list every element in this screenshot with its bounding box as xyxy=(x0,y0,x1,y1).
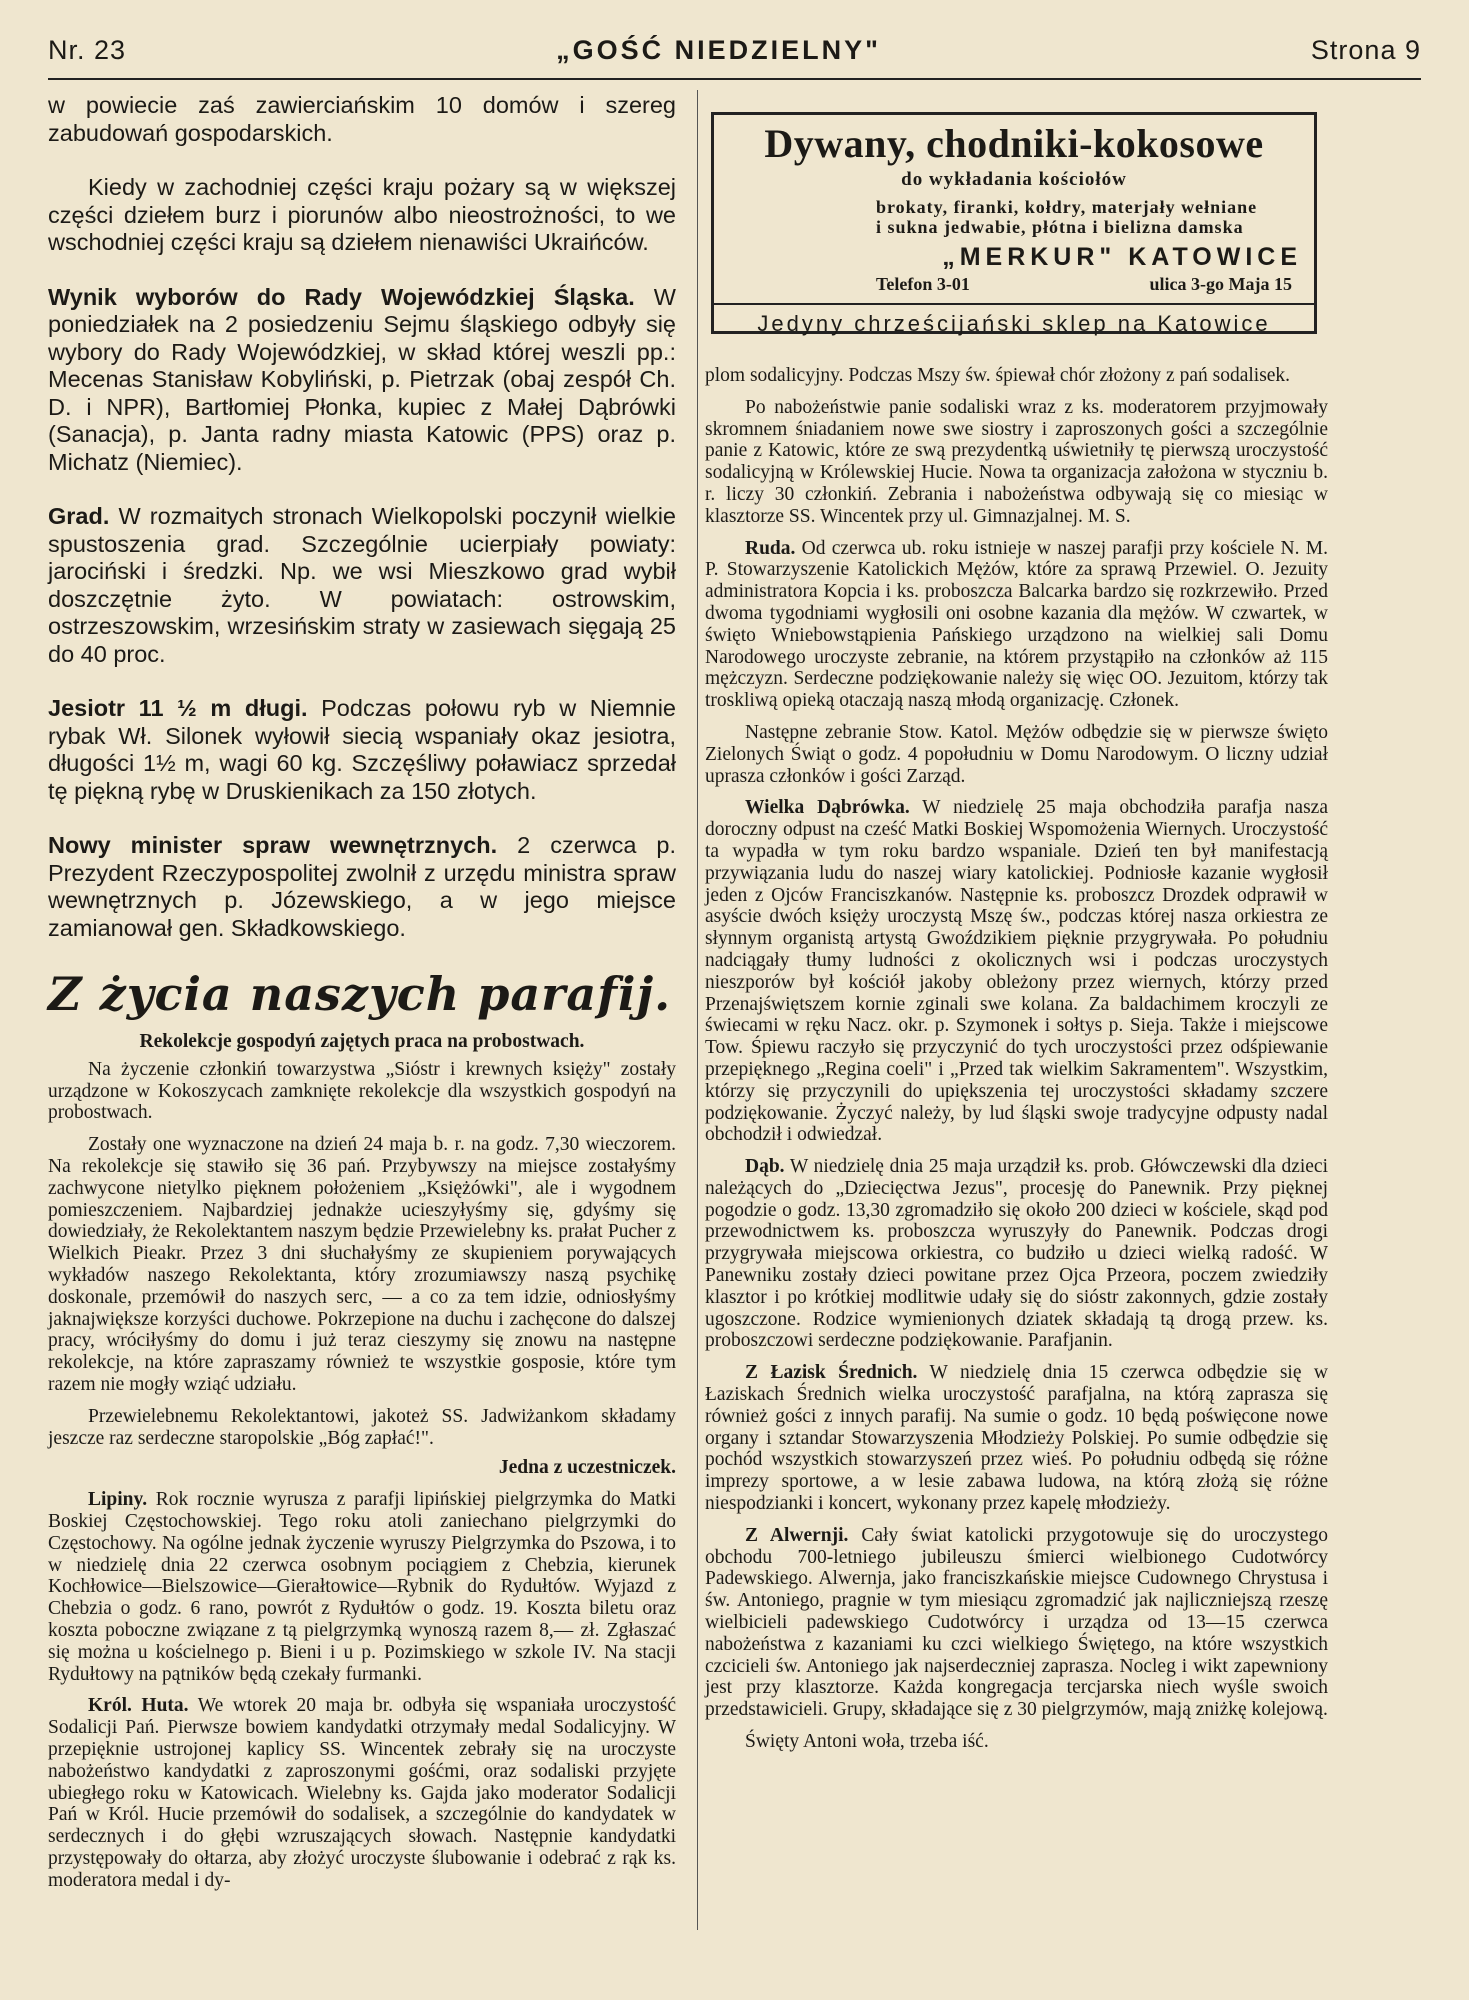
article-paragraph xyxy=(705,797,1328,1146)
paragraph-lead: Lipiny. xyxy=(88,1489,148,1511)
paragraph-text: W rozmaitych stronach Wielkopolski poczynił wielkie spustoszenia grad. Szczególnie ucierpiały powiaty: jarociński i średzki. Np. we wsi Mieszkowo grad wybił doszczętnie żyto. W powiatach: ostrowskim, ostrzeszowskim, wrzesińskim straty w zasiewach sięgają 25 do 40 proc. xyxy=(48,503,676,667)
paragraph-text: W niedzielę 25 maja obchodziła parafja nasza doroczny odpust na cześć Matki Boskiej Wspomożenia Wiernych. Uroczystość ta wypadła w tym roku bardzo wspaniale. Dzień ten był manifestacją przywiązania ludu do naszej wiary katolickiej. Podniosłe kazanie wygłosił jeden z Ojców Franciszkanów. Następnie ks. proboszcz Drozdek odprawił w asyście dwóch księży uroczystą Mszę św., podczas której nasza orkiestra ze słynnym organistą artystą Gwoździkiem pięknie przygrywała. Po południu nadciągały tłumy ludności z okolicznych wsi i podczas uroczystych nieszporów był kościół jakoby obleżony przez wiernych, którzy przed Przenajświętszem kornie zginali swe kolana. Za baldachimem kroczyli ze świecami w ręku Nacz. okr. p. Szymonek i sołtys p. Sieja. Także i miejscowe Tow. Śpiewu raczyło się przyczynić do tych uroczystości przez odśpiewanie przepięknego „Regina coeli" i „Przed tak wielkim Sakramentem". Wszystkim, którzy się przyczynili do upiększenia tej uroczystości składamy szczere podziękowanie. Życzyć należy, by lud śląski swoje tradycyjne odpusty nadal obchodził i odwiedzał. xyxy=(705,797,1328,1146)
paragraph-lead: Jesiotr 11 ½ m długi. xyxy=(48,695,308,721)
ad-address: ulica 3-go Maja 15 xyxy=(1149,274,1292,294)
paragraph-text: W niedzielę dnia 25 maja urządził ks. prob. Główczewski dla dzieci należących do „Dziecięctwa Jezus", procesję do Panewnik. Przy pięknej pogodzie o godz. 13,30 zgromadziło się około 200 dzieci w kościele, skąd pod przewodnictwem ks. proboszcza wyruszyły do Panewnik. Podczas drogi przygrywała miejscowa orkiestra, co budziło u dzieci wielką radość. W Panewniku zostały dzieci powitane przez Ojca Przeora, poczem zwiedziły klasztor i po krótkiej modlitwie udały się do sióstr zakonnych, gdzie zostały ugoszczone. Rodzice wymienionych dziatek składają tą drogą przew. ks. proboszczowi serdeczne podziękowanie. Parafjanin. xyxy=(705,1156,1328,1352)
ad-products-line: brokaty, firanki, kołdry, materjały wełniane xyxy=(876,197,1258,217)
article-paragraph xyxy=(48,1489,676,1685)
article-paragraph xyxy=(48,1134,676,1396)
page-header xyxy=(48,30,1421,70)
article-signature: Jedna z uczestniczek. xyxy=(498,1457,676,1479)
paragraph-text: plom sodalicyjny. Podczas Mszy św. śpiewał chór złożony z pań sodalisek. xyxy=(705,365,1291,386)
paragraph-text: Po nabożeństwie panie sodaliski wraz z ks. moderatorem przyjmowały skromnem śniadaniem nowe swe siostry i zaproszonych gości a szczególnie panie z Katowic, które ze swą prezydentką uświetniły tę pierwszą uroczystość sodalicyjną w Królewskiej Hucie. Nowa ta organizacja założona w styczniu b. r. liczy 30 członkiń. Zebrania i nabożeństwa odbywają się co miesiąc w klasztorze SS. Wincentek przy ul. Gimnazjalnej. M. S. xyxy=(705,396,1328,527)
column-divider xyxy=(697,90,698,1930)
paragraph-text: Przewielebnemu Rekolektantowi, jakoteż SS. Jadwiżankom składamy jeszcze raz serdeczne staropolskie „Bóg zapłać!". xyxy=(48,1405,676,1449)
paragraph-lead: Grad. xyxy=(48,503,110,529)
paragraph-lead: Wynik wyborów do Rady Wojewódzkiej Śląska. xyxy=(48,283,635,310)
paragraph-lead: Nowy minister spraw wewnętrznych. xyxy=(48,832,498,858)
paragraph-text: Zostały one wyznaczone na dzień 24 maja b. r. na godz. 7,30 wieczorem. Na rekolekcje się stawiło się 36 pań. Przybywszy na miejsce zostałyśmy zachwycone nietylko pięknem położeniem „Księżówki", ale i wygodnem pomieszczeniem. Najbardziej jednakże ucieszyłyśmy się, gdyśmy się dowiedziały, że Rekolektantem naszym będzie Przewielebny ks. prałat Pucher z Wielkich Pieakr. Przez 3 dni słuchałyśmy ze skupieniem porywających wykładów naszego Rekolektanta, który zrozumiawszy naszą psychikę doskonale, przemówił do naszych serc, — a co za tem idzie, odniosłyśmy jaknajwiększe korzyści duchowe. Pokrzepione na duchu i zachęcone do dalszej pracy, wróciłyśmy do domu i już teraz cieszymy się znowu na następne rekolekcje, na które zapraszamy również te wszystkie gosposie, które tym razem nie mogły wziąć udziału. xyxy=(48,1134,676,1395)
ad-contact xyxy=(876,274,1292,295)
paragraph-text: Święty Antoni woła, trzeba iść. xyxy=(745,1731,989,1753)
paragraph-text: W niedzielę dnia 15 czerwca odbędzie się w Łaziskach Średnich wielka uroczystość parafjalna, na którą zaprasza się również gości z innych parafij. Na sumie o godz. 10 będą poświęcone nowe organy i sztandar Stowarzyszenia Młodzieży Polskiej. Po sumie odbędzie się pochód wszystkich stowarzyszeń przez wieś. Po południu odbędą się różne imprezy sportowe, a w lesie zabawa ludowa, na którą złożą się różne niespodzianki i koncert, wykonany przez kapelę młodzieży. xyxy=(705,1362,1328,1515)
advertisement xyxy=(711,112,1317,334)
article-paragraph xyxy=(48,1406,676,1450)
parish-news-left xyxy=(48,1031,676,1891)
header-rule xyxy=(48,78,1421,80)
ad-products-line: i sukna jedwabie, płótna i bielizna damska xyxy=(876,217,1244,237)
ad-headline: Dywany, chodniki-kokosowe xyxy=(764,121,1264,166)
paragraph-lead: Wielka Dąbrówka. xyxy=(745,797,910,819)
paragraph-lead: Dąb. xyxy=(745,1156,785,1178)
paragraph-text: Następne zebranie Stow. Katol. Mężów odbędzie się w pierwsze święto Zielonych Świąt o godz. 4 popołudniu w Domu Narodowym. O liczny udział uprasza członków i gości Zarząd. xyxy=(705,721,1328,787)
article-paragraph xyxy=(705,538,1328,712)
ad-footer: Jedyny chrześcijański sklep na Katowice xyxy=(714,303,1314,337)
paragraph-lead: Ruda. xyxy=(745,537,796,559)
paragraph-text: Kiedy w zachodniej części kraju pożary są w większej części dziełem burz i piorunów albo nieostrożności, to we wschodniej części kraju są dziełem nienawiści Ukraińców. xyxy=(48,174,676,255)
article-paragraph xyxy=(48,832,676,942)
article-paragraph xyxy=(48,1059,676,1124)
article-paragraph xyxy=(48,92,676,147)
ad-products xyxy=(876,197,1302,237)
issue-number: Nr. 23 xyxy=(48,34,127,65)
article-paragraph xyxy=(705,722,1328,787)
paragraph-text: Od czerwca ub. roku istnieje w naszej parafji przy kościele N. M. P. Stowarzyszenie Katolickich Mężów, które za sprawą Przewiel. O. Jezuity administratora Kopcia i ks. proboszcza Balcarka bardzo się rozkrzewiło. Przed dwoma tygodniami wygłosili oni osobne kazania dla mężów. W czwartek, w święto Wniebowstąpienia Pańskiego urządzono na wielkiej sali Domu Narodowego uroczyste zebranie, na którem przystąpiło na członków aż 115 mężczyzn. Serdeczne podziękowanie należy się więc OO. Jezuitom, którzy tak troskliwą opieką otaczają naszą młodą organizację. Członek. xyxy=(705,537,1328,712)
paragraph-lead: Z Łazisk Średnich. xyxy=(745,1362,918,1384)
article-paragraph xyxy=(705,1525,1328,1721)
newspaper-title: „GOŚĆ NIEDZIELNY" xyxy=(556,34,881,65)
paragraph-text: Rok rocznie wyrusza z parafji lipińskiej pielgrzymka do Matki Boskiej Częstochowskiej. Tego roku atoli zaniechano pielgrzymki do Częstochowy. Na ogólne jednak życzenie wyruszy Pielgrzymka do Pszowa, i to w niedzielę dnia 22 czerwca osobnym pociągiem z Chebzia, kierunek Kochłowice—Bielszowice—Gierałtowice—Rybnik do Rydułtów. Wyjazd z Chebzia o godz. 6 rano, powrót z Rydułtów o godz. 19. Koszta biletu oraz koszta poboczne związane z tą pielgrzymką wynoszą razem 8,— zł. Zgłaszać się można u kościelnego p. Bieni i u p. Pozimskiego w szkole IV. Na stacji Rydułtowy na pątników będą czekały furmanki. xyxy=(48,1489,676,1685)
article-paragraph xyxy=(705,365,1328,387)
article-paragraph xyxy=(705,1731,1328,1753)
ad-subline: do wykładania kościołów xyxy=(901,169,1127,190)
paragraph-lead: Król. Huta. xyxy=(88,1695,189,1717)
paragraph-text: 2 czerwca p. Prezydent Rzeczypospolitej zwolnił z urzędu ministra spraw wewnętrznych p. Józewskiego, a w jego miejsce zamianował gen. Składkowskiego. xyxy=(48,832,676,941)
article-paragraph xyxy=(48,1695,676,1891)
section-title: Z życia naszych parafij. xyxy=(48,967,672,1021)
retreat-article xyxy=(48,1059,676,1450)
page-number: Strona 9 xyxy=(1310,34,1421,65)
left-column xyxy=(48,92,676,1901)
article-paragraph xyxy=(48,503,676,668)
article-paragraph xyxy=(705,1362,1328,1515)
right-column xyxy=(705,365,1328,1763)
paragraph-text: Cały świat katolicki przygotowuje się do uroczystego obchodu 700-letniego jubileuszu śmierci wielbionego Cudotwórcy Padewskiego. Alwernja, jako franciszkańskie miejsce Cudownego Chrystusa i św. Antoniego, pragnie w tym miesiącu zgromadzić jak najliczniejszą rzeszę wielbicieli padewskiego Cudotwórcy i urządza od 13—15 czerwca nabożeństwa z kazaniami ku czci wielkiego Świętego, na które wszystkich czcicieli św. Antoniego jak najserdeczniej zaprasza. Nocleg i wikt zapewniony jest przy klasztorze. Każda kongregacja tercjarska niech wyśle swoich przedstawicieli. Grupy, składające się z 30 pielgrzymów, mają zniżkę kolejową. xyxy=(705,1524,1328,1721)
article-paragraph xyxy=(48,284,676,477)
article-paragraph xyxy=(705,397,1328,528)
article-subtitle: Rekolekcje gospodyń zajętych praca na probostwach. xyxy=(139,1031,585,1052)
ad-phone: Telefon 3-01 xyxy=(876,274,970,294)
parish-news-right xyxy=(705,365,1328,1753)
paragraph-text: We wtorek 20 maja br. odbyła się wspaniała uroczystość Sodalicji Pań. Pierwsze bowiem kandydatki otrzymały medal Sodalicyjny. W przepięknie ustrojonej kaplicy SS. Wincentek zebrały się na uroczyste nabożeństwo kandydatki z zaproszonymi gośćmi, oraz sodaliski przyjęte ubiegłego roku w Katowicach. Wielebny ks. Gajda jako moderator Sodalicji Pań w Król. Hucie przemówił do sodalisek, a szczególnie do kandydatek w serdecznych i do głębi wzruszających słowach. Następnie kandydatki przystępowały do ołtarza, aby złożyć uroczyste ślubowanie i odebrać z rąk ks. moderatora medal i dy- xyxy=(48,1695,676,1891)
news-items xyxy=(48,92,676,942)
paragraph-text: Podczas połowu ryb w Niemnie rybak Wł. Silonek wyłowił siecią wspaniały okaz jesiotra, długości 1½ m, wagi 60 kg. Szczęśliwy poławiacz sprzedał tę piękną rybę w Druskienikach za 150 złotych. xyxy=(48,695,677,804)
paragraph-text: w powiecie zaś zawierciańskim 10 domów i szereg zabudowań gospodarskich. xyxy=(48,92,676,146)
article-paragraph xyxy=(705,1156,1328,1352)
paragraph-text: Na życzenie członkiń towarzystwa „Sióstr i krewnych księży" zostały urządzone w Kokoszycach zamknięte rekolekcje dla wszystkich gospodyń na probostwach. xyxy=(48,1058,676,1124)
ad-company: „MERKUR" KATOWICE xyxy=(942,243,1302,271)
article-paragraph xyxy=(48,174,676,257)
paragraph-lead: Z Alwernji. xyxy=(745,1524,849,1546)
article-paragraph xyxy=(48,695,676,805)
paragraph-text: W poniedziałek na 2 posiedzeniu Sejmu śląskiego odbyły się wybory do Rady Wojewódzkiej, w skład której weszli pp.: Mecenas Stanisław Kobyliński, p. Pietrzak (obaj zespół Ch. D. i NPR), Bartłomiej Płonka, kupiec z Małej Dąbrówki (Sanacja), p. Janta radny miasta Katowic (PPS) oraz p. Michatz (Niemiec). xyxy=(48,283,676,475)
parish-reports-left xyxy=(48,1489,676,1891)
